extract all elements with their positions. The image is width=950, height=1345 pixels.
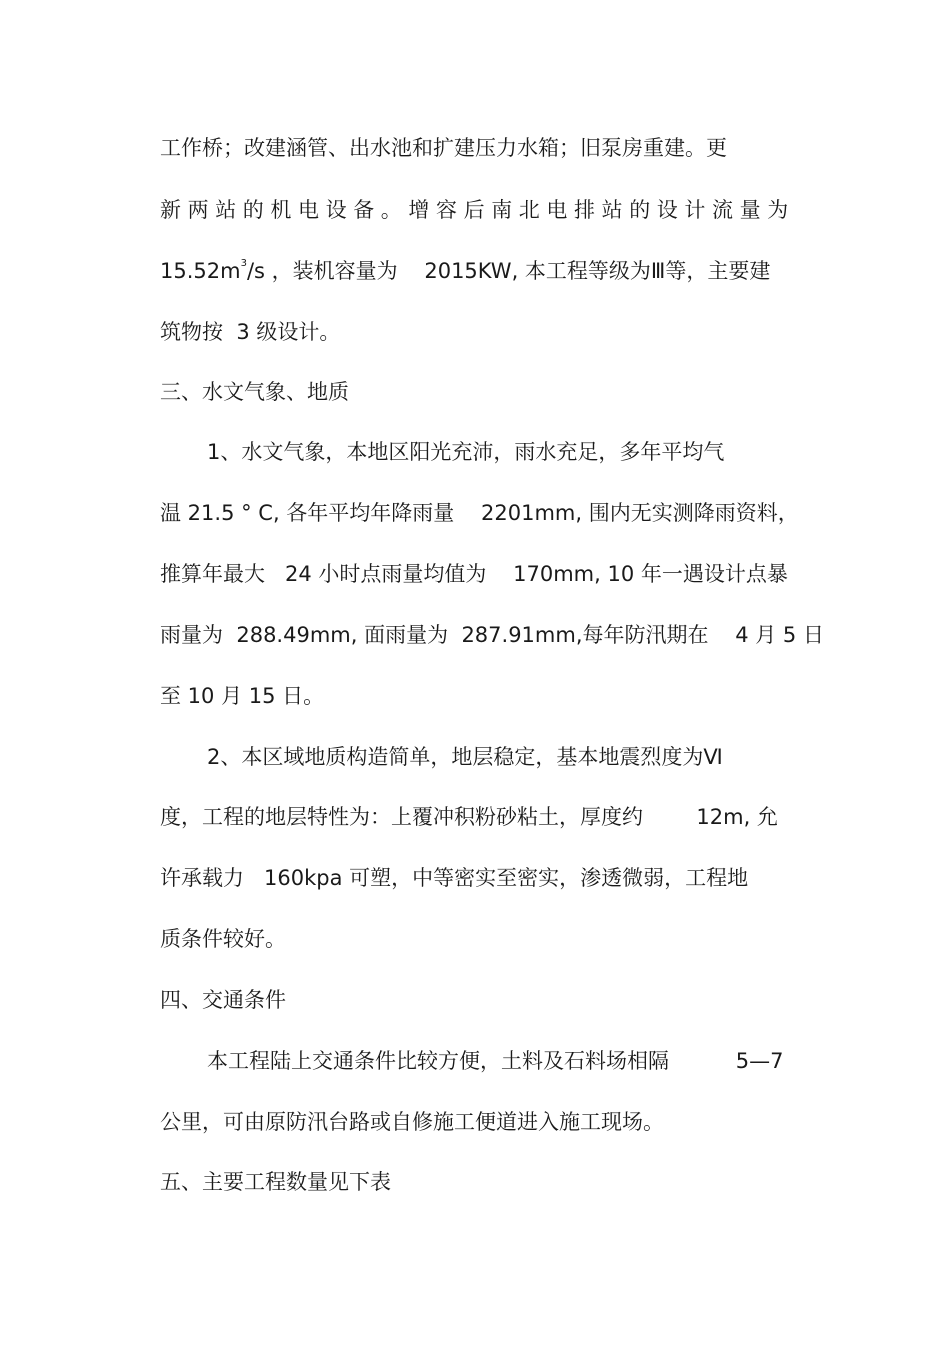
paragraph-line: 许承载力 160kpa 可塑，中等密实至密实，渗透微弱，工程地 <box>160 866 749 890</box>
section-heading: 三、水文气象、地质 <box>160 380 349 404</box>
paragraph-line: 至 10 月 15 日。 <box>160 684 325 708</box>
paragraph-line: 1、水文气象，本地区阳光充沛，雨水充足，多年平均气 <box>207 440 725 464</box>
paragraph-line: 雨量为 288.49mm, 面雨量为 287.91mm,每年防汛期在 4 月 5 日 <box>160 623 824 647</box>
paragraph-line: 新两站的机电设备。增容后南北电排站的设计流量为 <box>160 198 795 222</box>
paragraph-line: 度，工程的地层特性为：上覆冲积粉砂粘土，厚度约 12m, 允 <box>160 805 778 829</box>
section-heading: 四、交通条件 <box>160 988 286 1012</box>
paragraph-line: 工作桥；改建涵管、出水池和扩建压力水箱；旧泵房重建。更 <box>160 136 727 160</box>
paragraph-line: 质条件较好。 <box>160 927 286 951</box>
paragraph-line: 本工程陆上交通条件比较方便，土料及石料场相隔 5—7 <box>207 1049 784 1073</box>
flow-text: /s ，装机容量为 2015KW, 本工程等级为Ⅲ等，主要建 <box>246 259 771 283</box>
paragraph-line: 温 21.5 ° C, 各年平均年降雨量 2201mm, 围内无实测降雨资料， <box>160 501 799 525</box>
superscript: 3 <box>240 258 247 269</box>
section-heading: 五、主要工程数量见下表 <box>160 1170 391 1194</box>
paragraph-line: 2、本区域地质构造简单，地层稳定，基本地震烈度为Ⅵ <box>207 745 723 769</box>
flow-value: 15.52m <box>160 259 241 283</box>
paragraph-line <box>160 257 770 285</box>
paragraph-line: 推算年最大 24 小时点雨量均值为 170mm, 10 年一遇设计点暴 <box>160 562 788 586</box>
paragraph-line: 公里，可由原防汛台路或自修施工便道进入施工现场。 <box>160 1110 664 1134</box>
paragraph-line: 筑物按 3 级设计。 <box>160 320 341 344</box>
